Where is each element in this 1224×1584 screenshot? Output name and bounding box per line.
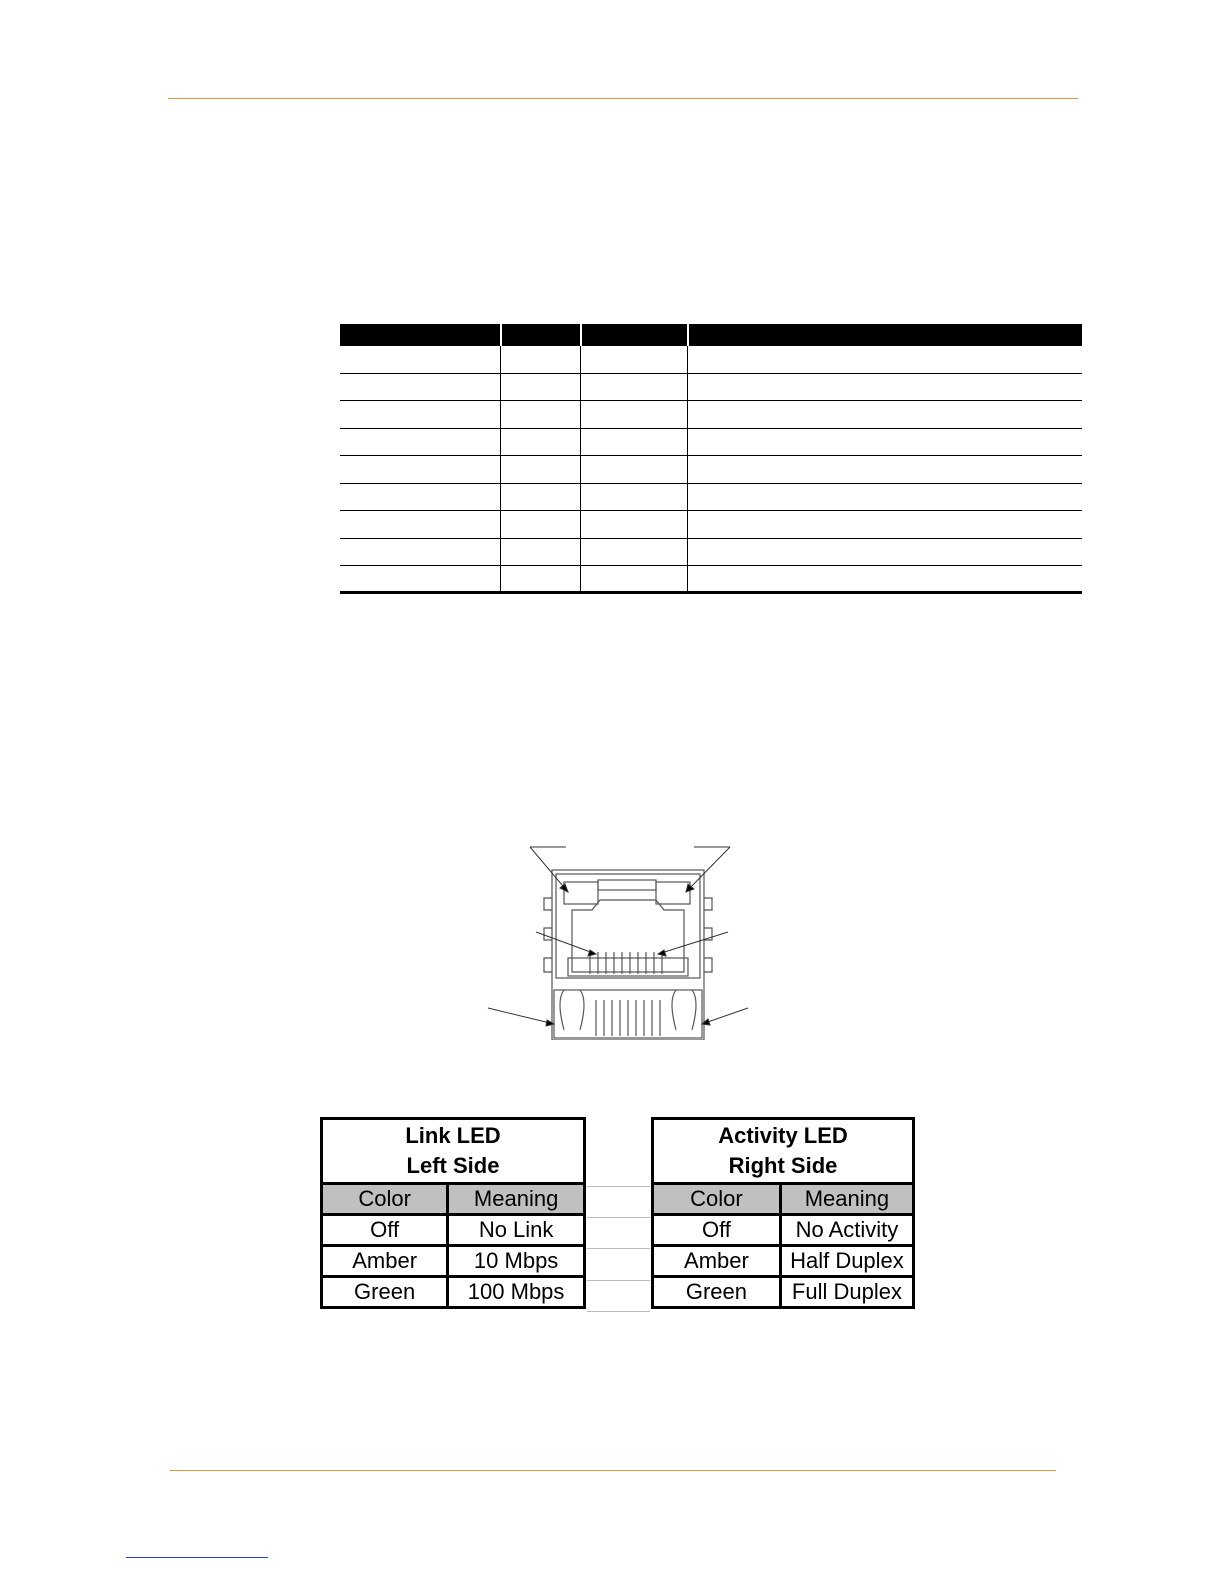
pin-table-header xyxy=(340,324,1082,346)
activity-led-row-meaning: Half Duplex xyxy=(780,1246,913,1277)
column-separator xyxy=(580,429,581,456)
pin-signal-table xyxy=(340,324,1082,594)
column-separator xyxy=(500,566,501,591)
link-led-row-meaning: No Link xyxy=(448,1215,585,1246)
column-separator xyxy=(580,566,581,591)
pin-table-row xyxy=(340,346,1082,374)
header-separator xyxy=(580,324,582,346)
jack-opening xyxy=(572,900,684,972)
activity-led-header-color: Color xyxy=(653,1184,781,1215)
column-separator xyxy=(580,484,581,511)
top-latch xyxy=(598,880,656,890)
header-rule xyxy=(168,98,1078,99)
link-led-row-color: Green xyxy=(322,1277,448,1308)
contact-block xyxy=(568,958,688,976)
column-separator xyxy=(580,539,581,566)
column-separator xyxy=(687,456,688,483)
link-led-table xyxy=(320,1117,586,1309)
rj45-connector-diagram xyxy=(480,840,750,1040)
column-separator xyxy=(687,346,688,373)
right-side-tabs xyxy=(704,898,712,972)
column-separator xyxy=(500,484,501,511)
column-separator xyxy=(580,511,581,538)
link-led-title-line1: Link LED xyxy=(405,1123,501,1148)
column-separator xyxy=(500,511,501,538)
column-separator xyxy=(687,401,688,428)
column-separator xyxy=(687,539,688,566)
link-led-row-color: Off xyxy=(322,1215,448,1246)
pin-table-body xyxy=(340,346,1082,594)
pin-table-row xyxy=(340,511,1082,539)
column-separator xyxy=(580,374,581,401)
column-separator xyxy=(687,374,688,401)
link-led-window xyxy=(564,882,598,904)
column-separator xyxy=(687,484,688,511)
link-led-header-meaning: Meaning xyxy=(448,1184,585,1215)
activity-led-row-color: Off xyxy=(653,1215,781,1246)
column-separator xyxy=(687,566,688,591)
pin-table-row xyxy=(340,566,1082,594)
column-separator xyxy=(687,429,688,456)
activity-led-row-color: Amber xyxy=(653,1246,781,1277)
pin-table-row xyxy=(340,401,1082,429)
activity-led-title-line1: Activity LED xyxy=(718,1123,848,1148)
column-separator xyxy=(500,346,501,373)
pin-table-row xyxy=(340,456,1082,484)
link-led-row-color: Amber xyxy=(322,1246,448,1277)
pin-table-row xyxy=(340,374,1082,402)
column-separator xyxy=(500,374,501,401)
column-separator xyxy=(500,401,501,428)
activity-led-header-meaning: Meaning xyxy=(780,1184,913,1215)
column-separator xyxy=(500,429,501,456)
footer-rule xyxy=(170,1470,1056,1471)
activity-led-row-meaning: Full Duplex xyxy=(780,1277,913,1308)
pin-table-row xyxy=(340,429,1082,457)
bottom-leads xyxy=(596,1000,660,1036)
pin-table-row xyxy=(340,539,1082,567)
column-separator xyxy=(500,539,501,566)
header-separator xyxy=(500,324,502,346)
column-separator xyxy=(580,346,581,373)
header-separator xyxy=(687,324,689,346)
pin-table-row xyxy=(340,484,1082,512)
column-separator xyxy=(687,511,688,538)
link-led-title xyxy=(322,1119,585,1184)
link-led-row-meaning: 100 Mbps xyxy=(448,1277,585,1308)
link-led-title-line2: Left Side xyxy=(406,1153,500,1178)
column-separator xyxy=(500,456,501,483)
activity-led-title xyxy=(653,1119,914,1184)
link-led-row-meaning: 10 Mbps xyxy=(448,1246,585,1277)
contact-pins xyxy=(590,952,662,974)
activity-led-row-color: Green xyxy=(653,1277,781,1308)
link-led-header-color: Color xyxy=(322,1184,448,1215)
column-separator xyxy=(580,401,581,428)
activity-led-window xyxy=(656,882,690,904)
activity-led-title-line2: Right Side xyxy=(728,1153,838,1178)
activity-led-row-meaning: No Activity xyxy=(780,1215,913,1246)
footer-link-underline[interactable] xyxy=(126,1557,268,1558)
column-separator xyxy=(580,456,581,483)
activity-led-table xyxy=(651,1117,915,1309)
